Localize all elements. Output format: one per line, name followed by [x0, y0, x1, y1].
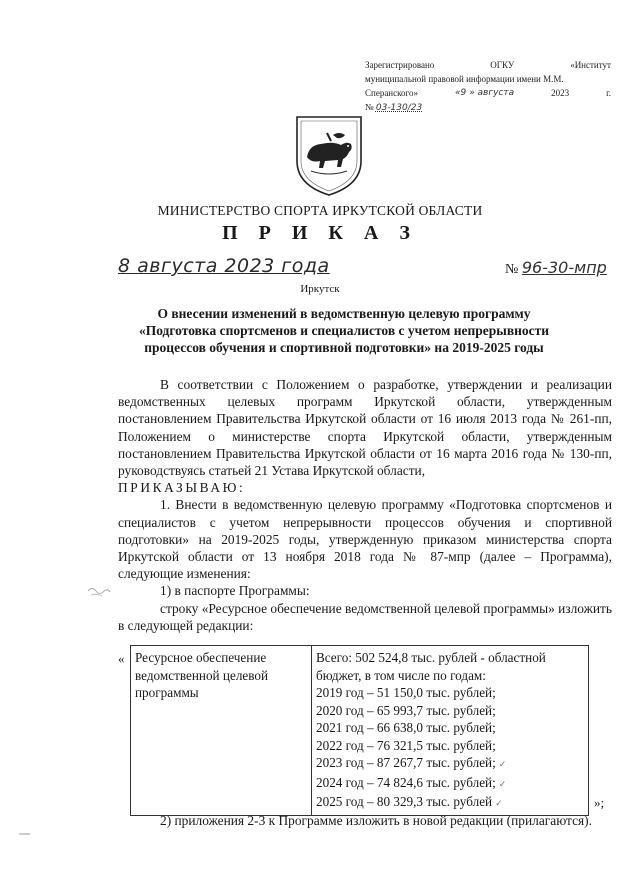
order-title	[108, 305, 580, 356]
city-name: Иркутск	[300, 283, 340, 295]
ministry-name: МИНИСТЕРСТВО СПОРТА ИРКУТСКОЙ ОБЛАСТИ	[157, 203, 483, 218]
registration-number-prefix: №	[365, 102, 374, 112]
resource-year-line: 2022 год – 76 321,5 тыс. рублей;	[316, 737, 496, 753]
registration-word-3: «Институт	[570, 60, 611, 70]
registration-stamp	[365, 58, 611, 115]
table-row	[131, 646, 589, 816]
table-quote-close: »;	[594, 795, 605, 810]
registration-line-3	[365, 86, 611, 100]
registration-speransky: Сперанского»	[365, 88, 419, 98]
registration-word-1: Зарегистрировано	[365, 60, 435, 70]
registration-line-1	[365, 58, 611, 72]
registration-date-handwritten: «9 » августа	[454, 88, 515, 98]
item-1-1-paragraph: 1) в паспорте Программы:	[160, 583, 310, 599]
resource-year-line-2023: 2023 год – 87 267,7 тыс. рублей; ✓	[316, 755, 507, 770]
resource-label-cell: Ресурсное обеспечение ведомственной целевой программы	[131, 646, 312, 816]
order-title-line-1: О внесении изменений в ведомственную целевую программу	[157, 306, 531, 321]
order-number-prefix: №	[505, 262, 519, 277]
order-number-handwritten: 96-30-мпр	[521, 258, 607, 277]
registration-line-4	[365, 100, 611, 115]
item-1-2-paragraph: 2) приложения 2-3 к Программе изложить в новой редакции (прилагаются).	[160, 813, 592, 828]
table-quote-open: «	[118, 651, 125, 666]
order-number	[505, 258, 607, 278]
margin-mark-icon	[86, 583, 112, 599]
resource-table	[130, 645, 589, 816]
resource-year-line: 2019 год – 51 150,0 тыс. рублей;	[316, 685, 496, 700]
checkmark-icon: ✓	[498, 778, 507, 789]
registration-number-handwritten: 03-130/23	[375, 103, 423, 113]
resource-values-cell	[312, 646, 589, 816]
registration-line-2	[365, 72, 611, 86]
registration-institute-name: муниципальной правовой информации имени М.М.	[365, 74, 564, 84]
resource-year-line: 2020 год – 65 993,7 тыс. рублей;	[316, 702, 496, 718]
resource-year-line-2025: 2025 год – 80 329,3 тыс. рублей ✓	[316, 794, 503, 809]
registration-word-2: ОГКУ	[490, 60, 515, 70]
order-title-line-2: «Подготовка спортсменов и специалистов с учетом непрерывности	[138, 323, 550, 338]
checkmark-icon: ✓	[498, 759, 507, 769]
resource-total-line: Всего: 502 524,8 тыс. рублей - областной бюджет, в том числе по годам:	[316, 650, 546, 683]
registration-year: 2023	[551, 88, 570, 98]
registration-year-suffix: г.	[606, 88, 611, 98]
order-body-continued	[118, 812, 612, 829]
item-1-paragraph: 1. Внести в ведомственную целевую программу «Подготовка спортсменов и специалистов с учетом непрерывности процессов обучения и спортивной подготовки» на 2019-2025 годы, утвержденную приказом министерства спорта Иркутской области от 13 ноября 2018 года № 87-мпр (далее – Программа), следующие изменения:	[118, 497, 612, 582]
coat-of-arms-emblem	[287, 111, 371, 197]
order-title-line-3: процессов обучения и спортивной подготовки» на 2019-2025 годы	[144, 340, 544, 355]
resource-year-line-2024: 2024 год – 74 824,6 тыс. рублей; ✓	[316, 774, 507, 790]
margin-dash-icon	[18, 831, 32, 837]
resource-year-line: 2021 год – 66 638,0 тыс. рублей;	[316, 720, 496, 735]
document-type-heading: П Р И К А З	[222, 222, 418, 244]
checkmark-icon: ✓	[495, 798, 503, 808]
order-date-handwritten: 8 августа 2023 года	[118, 255, 330, 277]
preamble-paragraph: В соответствии с Положением о разработке, утверждении и реализации ведомственных целевых программ Иркутской области, утвержденным постановлением Правительства Иркутской области от 16 июля 2013 года № 261-пп, Положением о министерстве спорта Иркутской области, утвержденным постановлением Правительства Иркутской области от 16 марта 2016 года № 130-пп, руководствуясь статьей 21 Устава Иркутской области,	[118, 377, 612, 479]
item-1-1-text-paragraph: строку «Ресурсное обеспечение ведомственной целевой программы» изложить в следующей редакции:	[118, 600, 612, 633]
order-word: ПРИКАЗЫВАЮ:	[118, 480, 246, 496]
order-body	[118, 376, 612, 634]
